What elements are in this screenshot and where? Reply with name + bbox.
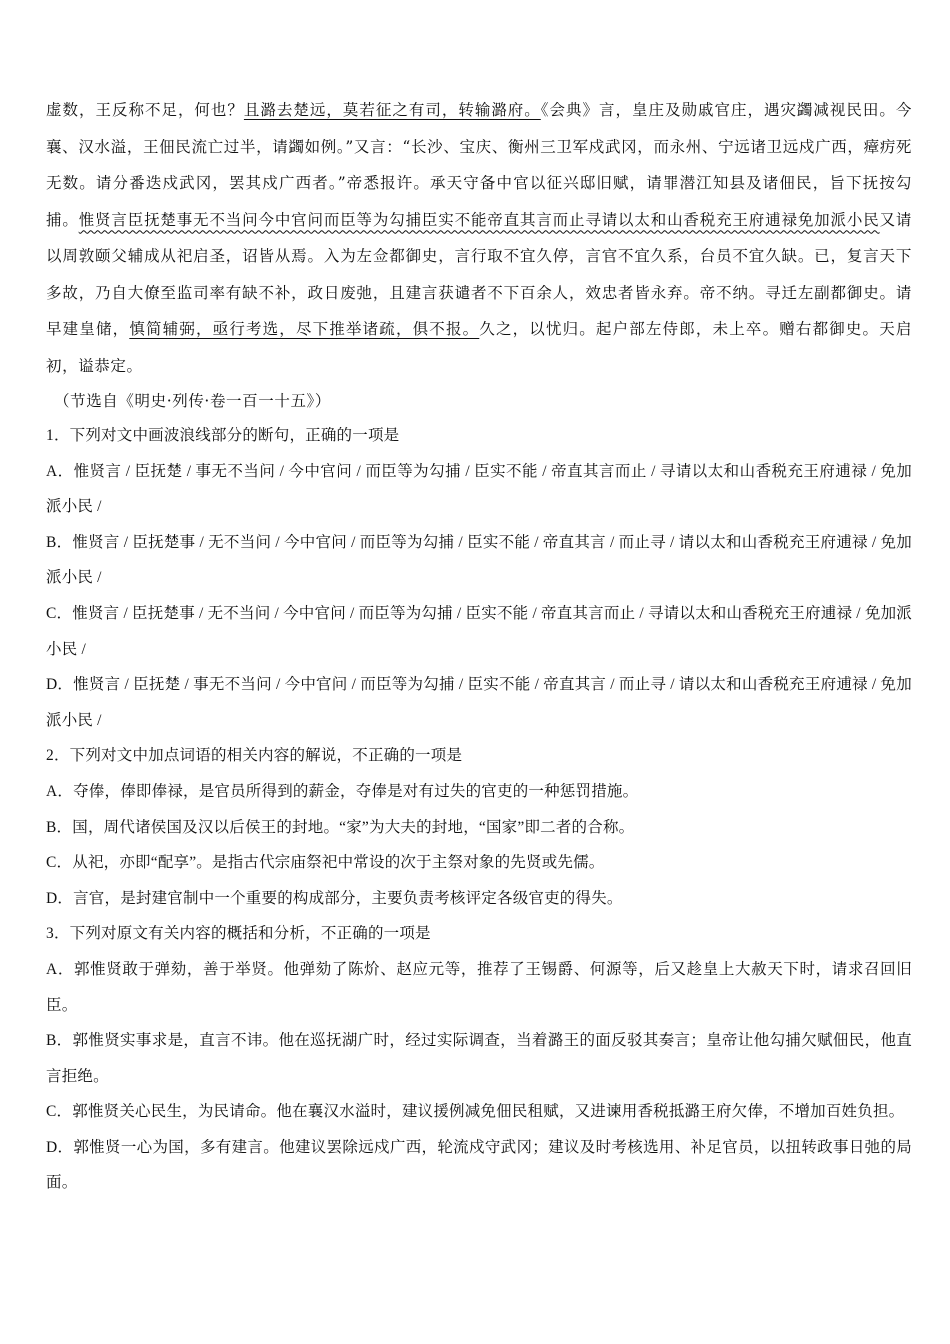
option-b[interactable]: B．郭惟贤实事求是，直言不讳。他在巡抚湖广时，经过实际调查，当着潞王的面反驳其奏言；皇帝让他勾捕欠赋佃民，他直言拒绝。: [46, 1032, 912, 1085]
underlined-sentence: 且潞去楚远，莫若征之有司，转输潞府。: [243, 101, 541, 119]
option-a[interactable]: A．惟贤言 / 臣抚楚 / 事无不当问 / 今中官问 / 而臣等为勾捕 / 臣实不能 / 帝直其言而止 / 寻请以太和山香税充王府逋禄 / 免加派小民 /: [46, 462, 912, 516]
option-d[interactable]: D．郭惟贤一心为国，多有建言。他建议罢除远戍广西，轮流戍守武冈；建议及时考核选用、补足官员，以扭转政事日弛的局面。: [46, 1138, 912, 1192]
exam-page: [46, 92, 912, 1201]
question-stem: 1．下列对文中画波浪线部分的断句，正确的一项是: [46, 427, 400, 444]
classical-passage: [46, 92, 912, 418]
option-c[interactable]: C．从祀，亦即“配享”。是指古代宗庙祭祀中常设的次于主祭对象的先贤或先儒。: [46, 854, 605, 872]
passage-text: 久之，以忧归。起户部左侍郎，未上卒。赠右都御史。天启初，谥恭定。: [46, 320, 912, 375]
passage-text: 《会典》言，皇庄及勋戚官庄，遇灾蠲减视民田。今襄、汉水溢，王佃民流亡过半，请蠲如例。”又言：“长沙、宝庆、衡州三卫军戍武冈，而永州、宁远诸卫远戍广西，瘴疠死无数。请分番迭戍武冈，罢其戍广西者。”帝悉报许。承天守备中官以征兴邸旧赋，请罪潜江知县及诸佃民，旨下抚按勾捕。: [46, 101, 912, 229]
passage-source: （节选自《明史·列传·卷一百一十五》）: [54, 392, 332, 410]
question-3: [46, 916, 912, 1201]
option-c[interactable]: C．惟贤言 / 臣抚楚事 / 无不当问 / 今中官问 / 而臣等为勾捕 / 臣实不能 / 帝直其言而止 / 寻请以太和山香税充王府逋禄 / 免加派小民 /: [46, 604, 912, 658]
option-d[interactable]: D．言官，是封建官制中一个重要的构成部分，主要负责考核评定各级官吏的得失。: [46, 889, 623, 907]
passage-text: 又请以周敦颐父辅成从祀启圣，诏皆从焉。入为左佥都御史，言行取不宜久停，言官不宜久系，台员不宜久缺。已，复言天下多故，乃自大僚至监司率有缺不补，政日废弛，且建言获谴者不下百余人，效忠者皆永弃。帝不纳。寻迁左副都御史。请早建皇储，: [46, 210, 913, 338]
option-a[interactable]: A．郭惟贤敢于弹劾，善于举贤。他弹劾了陈炌、赵应元等，推荐了王锡爵、何源等，后又趁皇上大赦天下时，请求召回旧臣。: [46, 960, 912, 1014]
question-stem: 2．下列对文中加点词语的相关内容的解说，不正确的一项是: [46, 747, 463, 765]
option-d[interactable]: D．惟贤言 / 臣抚楚 / 事无不当问 / 今中官问 / 而臣等为勾捕 / 臣实不能 / 帝直其言 / 而止寻 / 请以太和山香税充王府逋禄 / 免加派小民 /: [46, 676, 912, 729]
passage-paragraph: [46, 92, 912, 384]
question-list: [46, 418, 912, 1201]
option-b[interactable]: B．国，周代诸侯国及汉以后侯王的封地。“家”为大夫的封地，“国家”即二者的合称。: [46, 818, 635, 836]
question-1: [46, 418, 912, 738]
option-c[interactable]: C．郭惟贤关心民生，为民请命。他在襄汉水溢时，建议援例减免佃民租赋，又进谏用香税抵潞王府欠俸，不增加百姓负担。: [46, 1103, 905, 1121]
option-b[interactable]: B．惟贤言 / 臣抚楚事 / 无不当问 / 今中官问 / 而臣等为勾捕 / 臣实不能 / 帝直其言 / 而止寻 / 请以太和山香税充王府逋禄 / 免加派小民 /: [46, 533, 912, 587]
underlined-sentence: 慎简辅弼，亟行考选，尽下推举诸疏，俱不报。: [129, 320, 480, 338]
wavy-underlined-sentence: 惟贤言臣抚楚事无不当问今中官问而臣等为勾捕臣实不能帝直其言而止寻请以太和山香税充王府逋禄免加派小民: [78, 210, 880, 229]
option-a[interactable]: A．夺俸，俸即俸禄，是官员所得到的薪金，夺俸是对有过失的官吏的一种惩罚措施。: [46, 782, 639, 800]
question-2: [46, 738, 912, 916]
question-stem: 3．下列对原文有关内容的概括和分析，不正确的一项是: [46, 925, 431, 943]
passage-text: 虚数，王反称不足，何也？: [46, 101, 244, 119]
